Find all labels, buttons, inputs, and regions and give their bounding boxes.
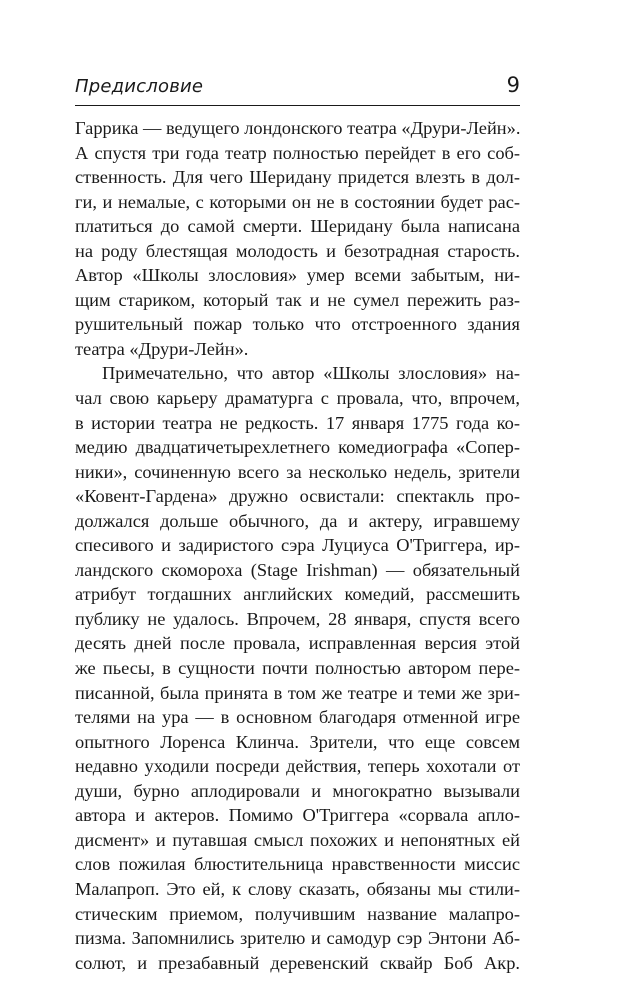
text-line: должался дольше обычного, да и актеру, игравшему	[75, 510, 520, 531]
text-line: ники», сочиненную всего за несколько недель, зрители	[75, 461, 520, 482]
text-line: чал свою карьеру драматурга с провала, что, впрочем,	[75, 388, 520, 409]
text-line: же пьесы, в сущности почти полностью автором пере-	[75, 658, 520, 679]
text-line: медию двадцатичетырехлетнего комедиографа «Сопер-	[75, 437, 520, 458]
text-line: души, бурно аплодировали и многократно вызывали	[75, 780, 520, 801]
text-line: А спустя три года театр полностью перейдет в его соб-	[75, 142, 520, 163]
text-line: опытного Лоренса Клинча. Зрители, что еще совсем	[75, 731, 520, 752]
text-line: солют, и презабавный деревенский сквайр Боб Акр.	[75, 952, 520, 973]
text-line: атрибут тогдашних английских комедий, рассмешить	[75, 584, 520, 605]
text-line: автора и актеров. Помимо О'Триггера «сорвала апло-	[75, 805, 520, 826]
text-line: публику не удалось. Впрочем, 28 января, спустя всего	[75, 608, 520, 629]
text-line: на роду блестящая молодость и безотрадная старость.	[75, 240, 520, 261]
text-line: театра «Друри-Лейн».	[75, 338, 249, 359]
text-line: телями на ура — в основном благодаря отменной игре	[75, 707, 520, 728]
text-line: щим стариком, который так и не сумел пережить раз-	[75, 289, 520, 310]
header-rule	[75, 105, 520, 106]
text-line: рушительный пожар только что отстроенного здания	[75, 314, 520, 335]
text-line: ственность. Для чего Шеридану придется влезть в дол-	[75, 167, 520, 188]
text-line: «Ковент-Гардена» дружно освистали: спектакль про-	[75, 486, 520, 507]
text-line: в истории театра не редкость. 17 января 1775 года ко-	[75, 412, 520, 433]
text-line: стическим приемом, получившим название малапро-	[75, 903, 520, 924]
text-line: Автор «Школы злословия» умер всеми забытым, ни-	[75, 265, 520, 286]
text-line: слов пожилая блюстительница нравственности миссис	[75, 854, 520, 875]
text-line: ги, и немалые, с которыми он не в состоянии будет рас-	[75, 191, 520, 212]
section-title: Предисловие	[75, 76, 204, 97]
text-line: Примечательно, что автор «Школы злословия» на-	[102, 363, 520, 384]
page-number: 9	[506, 73, 520, 97]
text-line: спесивого и задиристого сэра Луциуса О'Триггера, ир-	[75, 535, 520, 556]
running-header	[75, 74, 520, 104]
text-line: дисмент» и путавшая смысл похожих и непонятных ей	[75, 829, 520, 850]
text-line: писанной, была принята в том же театре и теми же зри-	[75, 682, 520, 703]
text-line: недавно уходили посреди действия, теперь хохотали от	[75, 756, 520, 777]
paragraph	[75, 361, 520, 975]
text-line: пизма. Запомнились зрителю и самодур сэр Энтони Аб-	[75, 928, 520, 949]
text-line: Гаррика — ведущего лондонского театра «Друри-Лейн».	[75, 118, 521, 138]
text-line: ландского скомороха (Stage Irishman) — обязательный	[75, 559, 520, 580]
text-line: десять дней после провала, исправленная версия этой	[75, 633, 520, 654]
paragraph	[75, 116, 520, 361]
body-text	[75, 116, 520, 975]
text-line: платиться до самой смерти. Шеридану была написана	[75, 216, 520, 237]
text-line: Малапроп. Это ей, к слову сказать, обязаны мы стили-	[75, 878, 520, 899]
